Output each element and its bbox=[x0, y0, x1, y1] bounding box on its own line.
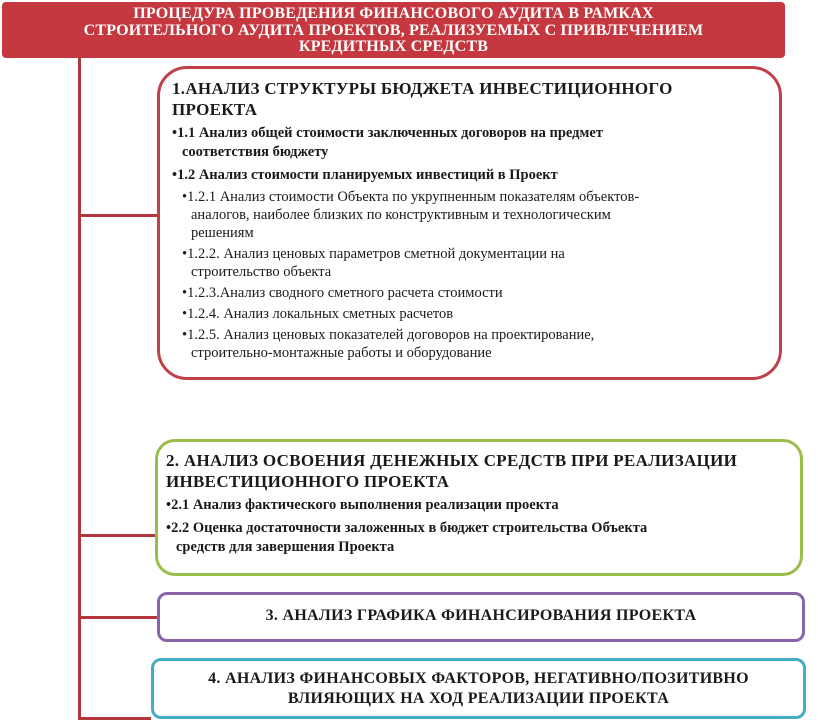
section-1-box bbox=[157, 66, 782, 380]
diagram-header bbox=[2, 2, 785, 58]
item-line: •1.1 Анализ общей стоимости заключенных договоров на предмет bbox=[172, 125, 603, 141]
item-1-2-2 bbox=[172, 245, 779, 281]
header-line: КРЕДИТНЫХ СРЕДСТВ bbox=[298, 38, 489, 55]
connector-branch-2 bbox=[78, 534, 155, 537]
section-3-box bbox=[157, 592, 805, 642]
item-line: •1.2.5. Анализ ценовых показателей договоров на проектирование, bbox=[182, 327, 595, 343]
item-2-1 bbox=[166, 496, 800, 515]
item-line: строительство объекта bbox=[191, 264, 332, 280]
section-1-title-line: ПРОЕКТА bbox=[172, 100, 258, 119]
item-line: •1.2.3.Анализ сводного сметного расчета стоимости bbox=[182, 285, 503, 301]
item-line: решениям bbox=[191, 225, 254, 241]
section-4-title-line: ВЛИЯЮЩИХ НА ХОД РЕАЛИЗАЦИИ ПРОЕКТА bbox=[287, 690, 670, 707]
item-1-2 bbox=[172, 166, 779, 185]
section-4-title bbox=[154, 669, 803, 709]
item-line: •1.2 Анализ стоимости планируемых инвестиций в Проект bbox=[172, 167, 558, 183]
item-line: соответствия бюджету bbox=[182, 144, 329, 160]
item-1-2-1 bbox=[172, 188, 779, 242]
section-4-title-line: 4. АНАЛИЗ ФИНАНСОВЫХ ФАКТОРОВ, НЕГАТИВНО/ПОЗИТИВНО bbox=[208, 670, 749, 687]
section-2-title-line: 2. АНАЛИЗ ОСВОЕНИЯ ДЕНЕЖНЫХ СРЕДСТВ ПРИ РЕАЛИЗАЦИИ bbox=[166, 451, 738, 470]
connector-trunk bbox=[78, 58, 81, 719]
section-4-box bbox=[151, 658, 806, 719]
item-2-2 bbox=[166, 519, 800, 557]
section-2-box bbox=[155, 439, 803, 576]
section-1-title-line: 1.АНАЛИЗ СТРУКТУРЫ БЮДЖЕТА ИНВЕСТИЦИОННОГО bbox=[172, 79, 673, 98]
header-line: ПРОЦЕДУРА ПРОВЕДЕНИЯ ФИНАНСОВОГО АУДИТА В РАМКАХ bbox=[133, 5, 654, 22]
item-line: •2.1 Анализ фактического выполнения реализации проекта bbox=[166, 497, 559, 513]
item-1-2-4 bbox=[172, 305, 779, 323]
item-1-2-3 bbox=[172, 284, 779, 302]
section-1-title bbox=[172, 78, 779, 120]
item-line: •1.2.4. Анализ локальных сметных расчетов bbox=[182, 306, 454, 322]
section-3-title-line: 3. АНАЛИЗ ГРАФИКА ФИНАНСИРОВАНИЯ ПРОЕКТА bbox=[265, 607, 697, 624]
item-line: средств для завершения Проекта bbox=[176, 539, 395, 555]
item-line: строительно-монтажные работы и оборудование bbox=[191, 345, 492, 361]
connector-branch-3 bbox=[78, 616, 157, 619]
item-line: аналогов, наиболее близких по конструктивным и технологическим bbox=[191, 207, 611, 223]
item-line: •1.2.2. Анализ ценовых параметров сметной документации на bbox=[182, 246, 565, 262]
connector-branch-4 bbox=[78, 717, 151, 720]
section-2-title bbox=[166, 450, 800, 492]
header-line: СТРОИТЕЛЬНОГО АУДИТА ПРОЕКТОВ, РЕАЛИЗУЕМЫХ С ПРИВЛЕЧЕНИЕМ bbox=[83, 21, 704, 39]
item-1-1 bbox=[172, 124, 779, 162]
connector-branch-1 bbox=[78, 214, 157, 217]
item-line: •2.2 Оценка достаточности заложенных в бюджет строительства Объекта bbox=[166, 520, 648, 536]
section-3-title bbox=[160, 606, 802, 626]
item-1-2-5 bbox=[172, 326, 779, 362]
item-line: •1.2.1 Анализ стоимости Объекта по укрупненным показателям объектов- bbox=[182, 189, 640, 205]
section-2-title-line: ИНВЕСТИЦИОННОГО ПРОЕКТА bbox=[166, 472, 450, 491]
